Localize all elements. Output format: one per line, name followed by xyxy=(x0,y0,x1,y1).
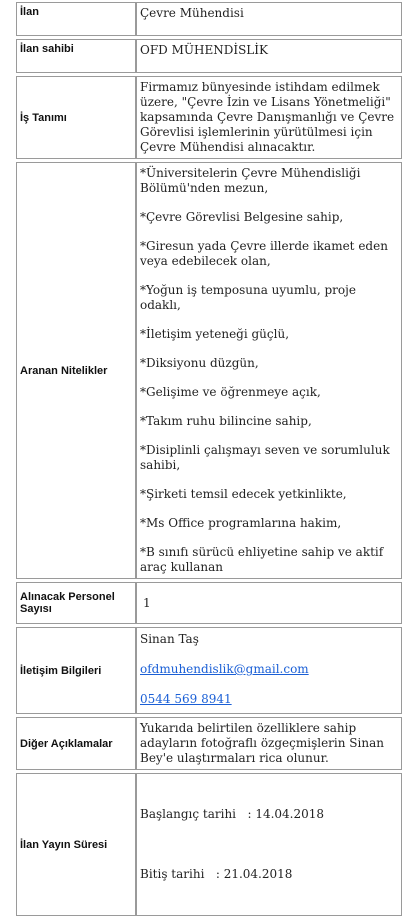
label-personel-sayisi: Alınacak Personel Sayısı xyxy=(16,582,136,624)
row-ilan-sahibi xyxy=(16,39,402,73)
row-personel-sayisi xyxy=(16,582,402,624)
qualification-item: *Yoğun iş temposuna uyumlu, proje odaklı, xyxy=(140,283,356,312)
value-iletisim xyxy=(136,627,402,714)
label-ilan-sahibi: İlan sahibi xyxy=(16,39,136,73)
qualification-item: *Giresun yada Çevre illerde ikamet eden veya edebilecek olan, xyxy=(140,239,388,268)
value-personel-sayisi: 1 xyxy=(136,582,402,624)
value-yayin-suresi xyxy=(136,773,402,916)
row-is-tanimi xyxy=(16,76,402,159)
value-diger: Yukarıda belirtilen özelliklere sahip adayların fotoğraflı özgeçmişlerin Sinan Bey'e ulaştırmaları rica olunur. xyxy=(136,717,402,770)
qualification-item: *Şirketi temsil edecek yetkinlikte, xyxy=(140,487,347,501)
qualification-item: *Gelişime ve öğrenmeye açık, xyxy=(140,385,321,399)
job-listing xyxy=(16,2,402,916)
value-is-tanimi: Firmamız bünyesinde istihdam edilmek üzere, "Çevre İzin ve Lisans Yönetmeliği" kapsamında Çevre Danışmanlığı ve Çevre Görevlisi işlemlerinin yürütülmesi için Çevre Mühendisi alınacaktır. xyxy=(136,76,402,159)
contact-email-link[interactable]: ofdmuhendislik@gmail.com xyxy=(140,662,309,676)
label-is-tanimi: İş Tanımı xyxy=(16,76,136,159)
row-aranan-nitelikler xyxy=(16,162,402,579)
value-ilan: Çevre Mühendisi xyxy=(136,2,402,36)
qualification-item: *Takım ruhu bilincine sahip, xyxy=(140,414,312,428)
value-aranan-nitelikler xyxy=(136,162,402,579)
qualification-item: *Diksiyonu düzgün, xyxy=(140,356,259,370)
end-date: Bitiş tarihi : 21.04.2018 xyxy=(140,867,293,881)
row-yayin-suresi xyxy=(16,773,402,916)
qualification-item: *Ms Office programlarına hakim, xyxy=(140,516,342,530)
contact-phone-link[interactable]: 0544 569 8941 xyxy=(140,692,232,706)
label-diger: Diğer Açıklamalar xyxy=(16,717,136,770)
row-diger xyxy=(16,717,402,770)
label-ilan: İlan xyxy=(16,2,136,36)
job-listing-table xyxy=(16,2,402,916)
qualification-item: *Çevre Görevlisi Belgesine sahip, xyxy=(140,210,344,224)
qualification-item: *B sınıfı sürücü ehliyetine sahip ve aktif araç kullanan xyxy=(140,545,384,574)
qualification-item: *İletişim yeteneği güçlü, xyxy=(140,327,290,341)
contact-name: Sinan Taş xyxy=(140,632,199,646)
qualification-item: *Üniversitelerin Çevre Mühendisliği Bölümü'nden mezun, xyxy=(140,166,361,195)
label-aranan-nitelikler: Aranan Nitelikler xyxy=(16,162,136,579)
value-ilan-sahibi: OFD MÜHENDİSLİK xyxy=(136,39,402,73)
start-date: Başlangıç tarihi : 14.04.2018 xyxy=(140,807,325,821)
label-yayin-suresi: İlan Yayın Süresi xyxy=(16,773,136,916)
label-iletisim: İletişim Bilgileri xyxy=(16,627,136,714)
row-ilan xyxy=(16,2,402,36)
row-iletisim xyxy=(16,627,402,714)
qualification-item: *Disiplinli çalışmayı seven ve sorumluluk sahibi, xyxy=(140,443,390,472)
